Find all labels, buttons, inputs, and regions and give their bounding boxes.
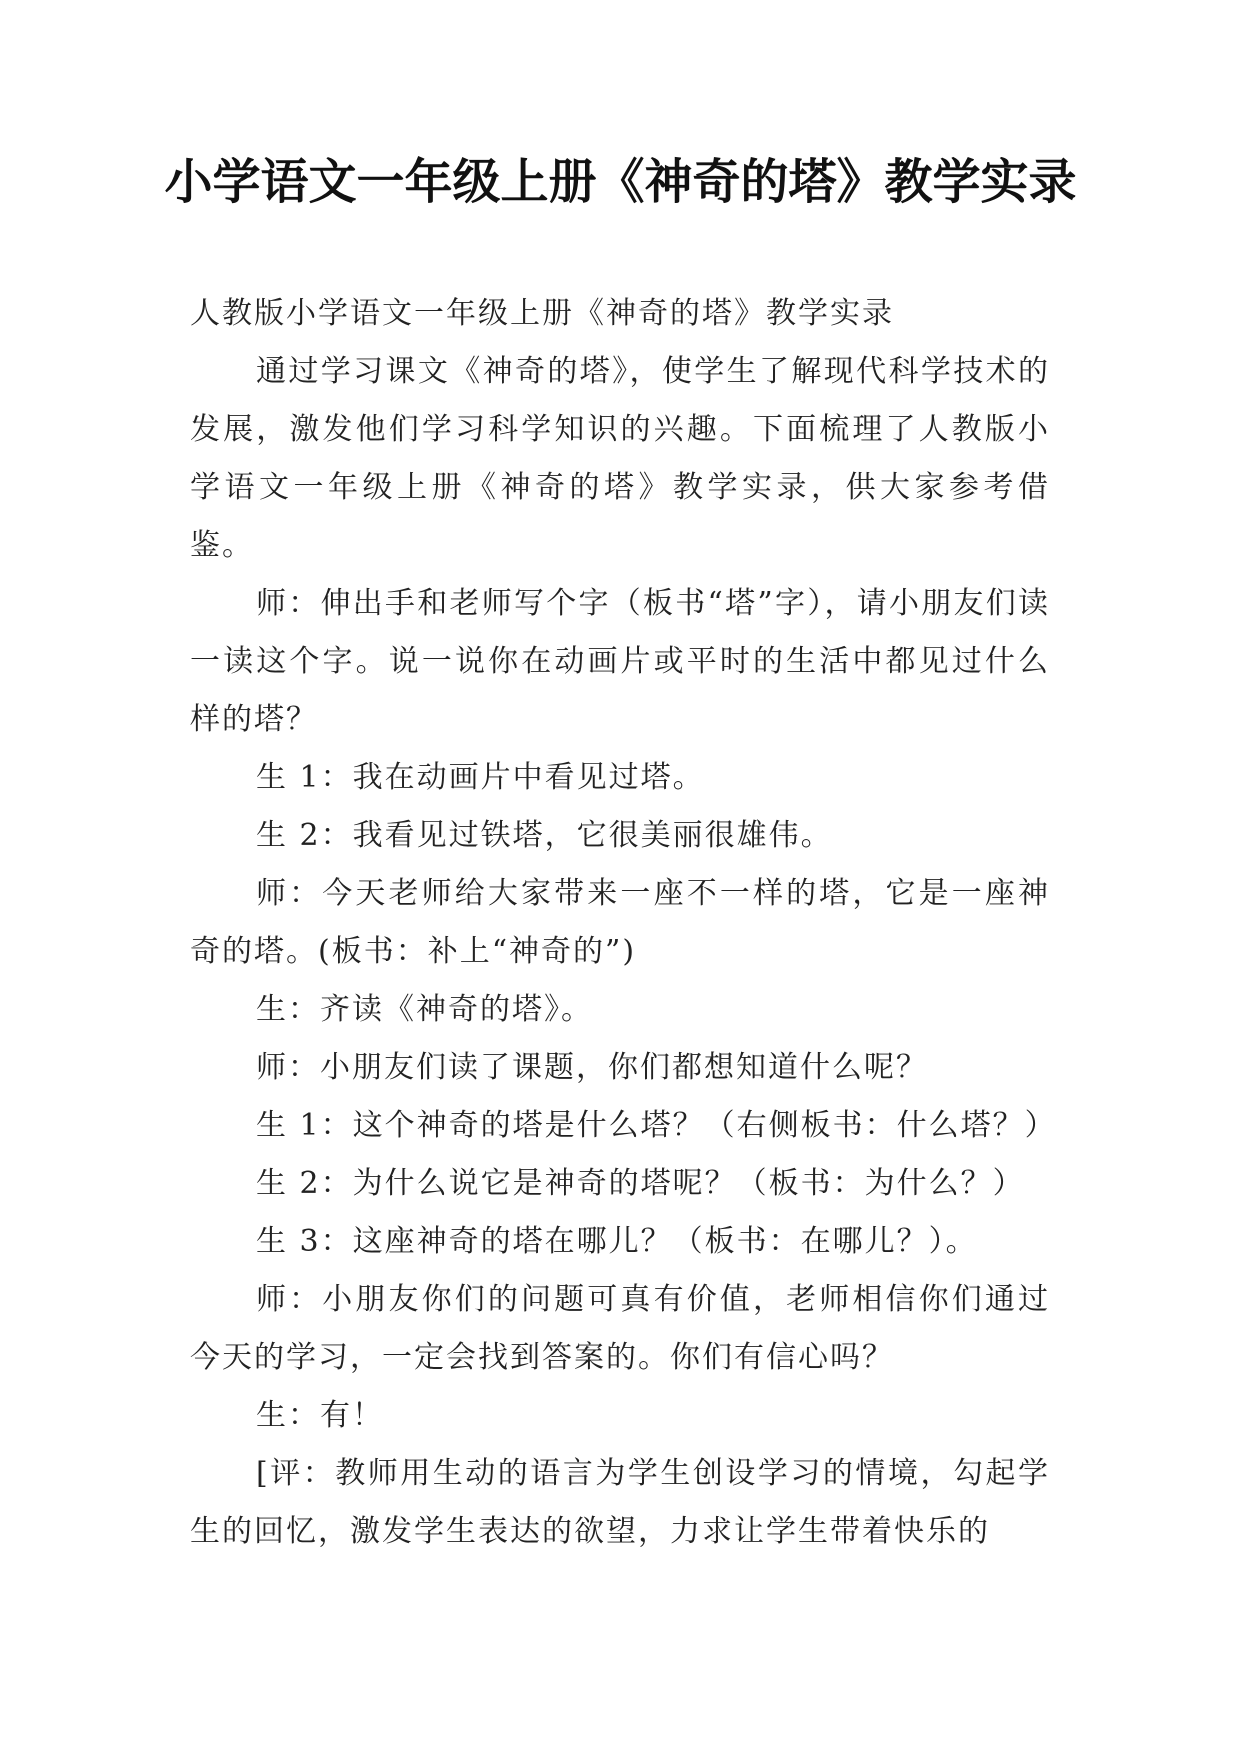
paragraph-student-2: 生 2：我看见过铁塔，它很美丽很雄伟。 (256, 818, 833, 853)
document-body (190, 285, 1057, 1561)
paragraph-subtitle: 人教版小学语文一年级上册《神奇的塔》教学实录 (190, 296, 894, 331)
paragraph-teacher-4: 师：小朋友你们的问题可真有价值，老师相信你们通过今天的学习，一定会找到答案的。你们有信心吗？ (190, 1282, 1050, 1375)
paragraph-comment: [评：教师用生动的语言为学生创设学习的情境，勾起学生的回忆，激发学生表达的欲望，力求让学生带着快乐的 (190, 1456, 1050, 1549)
paragraph-teacher-1: 师：伸出手和老师写个字（板书“塔”字），请小朋友们读一读这个字。说一说你在动画片或平时的生活中都见过什么样的塔？ (190, 586, 1050, 737)
paragraph-intro: 通过学习课文《神奇的塔》，使学生了解现代科学技术的发展，激发他们学习科学知识的兴趣。下面梳理了人教版小学语文一年级上册《神奇的塔》教学实录，供大家参考借鉴。 (190, 354, 1050, 563)
paragraph-teacher-3: 师：小朋友们读了课题，你们都想知道什么呢？ (256, 1050, 928, 1085)
document-title: 小学语文一年级上册《神奇的塔》教学实录 (164, 154, 1077, 210)
paragraph-student-1: 生 1：我在动画片中看见过塔。 (256, 760, 705, 795)
paragraph-student-yes: 生：有！ (256, 1398, 384, 1433)
paragraph-student-q3: 生 3：这座神奇的塔在哪儿？（板书：在哪儿？）。 (256, 1224, 978, 1259)
paragraph-teacher-2: 师：今天老师给大家带来一座不一样的塔，它是一座神奇的塔。(板书：补上“神奇的”) (190, 876, 1050, 969)
paragraph-student-q1: 生 1：这个神奇的塔是什么塔？（右侧板书：什么塔？） (256, 1108, 1057, 1143)
paragraph-student-all: 生：齐读《神奇的塔》。 (256, 992, 593, 1027)
paragraph-student-q2: 生 2：为什么说它是神奇的塔呢？（板书：为什么？） (256, 1166, 1025, 1201)
